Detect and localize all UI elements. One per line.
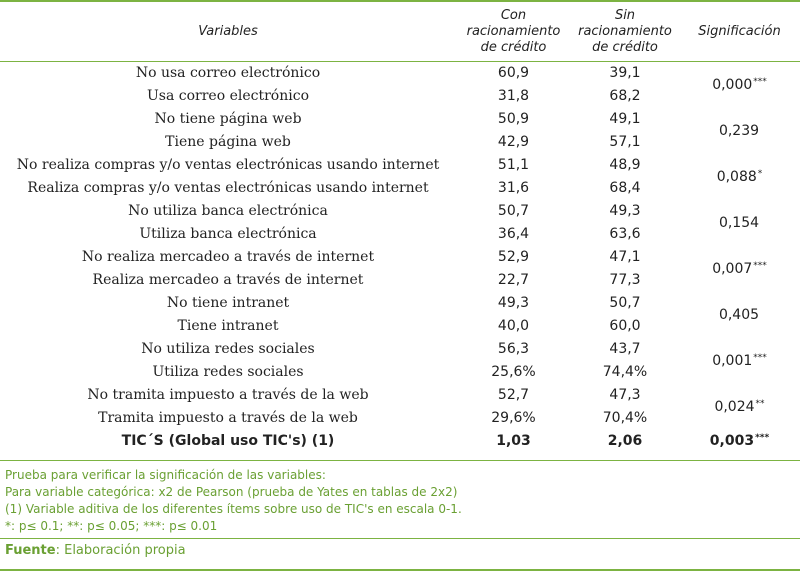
table-row [0,246,800,269]
total-significance-number: 0,003 [709,433,755,449]
variable-label: No tiene página web [154,111,302,127]
sin-racionamiento-value: 70,4% [602,410,648,426]
con-racionamiento-value: 36,4 [497,226,530,242]
sin-racionamiento-value: 60,0 [609,318,641,334]
con-racionamiento-value: 22,7 [497,272,530,288]
sin-racionamiento-value: 43,7 [609,341,641,357]
significance-value [679,62,800,109]
source-label: Fuente [5,543,56,558]
table-row [0,62,800,86]
significance-value [679,200,800,246]
con-racionamiento-value: 50,7 [497,203,530,219]
sin-racionamiento-value: 74,4% [602,364,648,380]
header-significacion: Significación [698,23,781,39]
significance-number: 0,154 [718,214,760,231]
header-con-racionamiento: Con racionamiento de crédito [466,7,561,55]
variable-label: No tiene intranet [166,295,290,311]
significance-value [679,108,800,154]
sin-racionamiento-value: 48,9 [609,157,641,173]
sin-racionamiento-value: 47,3 [609,387,641,403]
significance-value [679,292,800,338]
con-racionamiento-value: 25,6% [491,364,536,380]
significance-stars: * [757,168,763,179]
sin-racionamiento-value: 47,1 [609,249,641,265]
total-con-value: 1,03 [496,433,531,449]
con-racionamiento-value: 31,6 [497,180,530,196]
con-racionamiento-value: 56,3 [497,341,530,357]
variable-label: Tramita impuesto a través de la web [98,410,358,426]
variable-label: No usa correo electrónico [135,65,321,81]
significance-number: 0,001 [712,352,753,369]
con-racionamiento-value: 31,8 [497,88,530,104]
total-sin-value: 2,06 [607,433,643,449]
variable-label: Usa correo electrónico [147,88,309,104]
source-line [5,543,186,558]
significance-number: 0,088 [716,168,757,185]
table-row [0,384,800,407]
header-row [0,2,800,62]
sin-racionamiento-value: 77,3 [609,272,641,288]
variable-label: No tramita impuesto a través de la web [87,387,369,403]
table-row [0,108,800,131]
total-row [0,430,800,453]
significance-value [679,338,800,384]
total-significance [679,430,800,453]
con-racionamiento-value: 52,7 [497,387,530,403]
note-line: *: p≤ 0.1; **: p≤ 0.05; ***: p≤ 0.01 [5,519,218,533]
significance-value [679,246,800,292]
significance-value [679,154,800,200]
con-racionamiento-value: 29,6% [491,410,536,426]
total-significance-stars: *** [755,433,770,443]
note-line: (1) Variable aditiva de los diferentes ítems sobre uso de TIC's en escala 0-1. [5,502,462,516]
sin-racionamiento-value: 39,1 [609,65,641,81]
variable-label: Utiliza redes sociales [152,364,304,380]
table-row [0,292,800,315]
table-notes [5,467,462,535]
note-line: Para variable categórica: x2 de Pearson (prueba de Yates en tablas de 2x2) [5,485,458,499]
significance-number: 0,024 [714,398,755,415]
sin-racionamiento-value: 49,3 [609,203,641,219]
header-sin-racionamiento: Sin racionamiento de crédito [578,7,672,55]
significance-value [679,384,800,430]
sin-racionamiento-value: 63,6 [609,226,641,242]
significance-stars: *** [753,76,767,87]
total-label: TIC´S (Global uso TIC's) (1) [121,433,335,449]
variable-label: Realiza mercadeo a través de internet [92,272,364,288]
sin-racionamiento-value: 50,7 [609,295,641,311]
table-body [0,62,800,454]
significance-number: 0,239 [718,122,760,139]
con-racionamiento-value: 50,9 [497,111,530,127]
significance-stars: ** [755,398,765,409]
source-text: : Elaboración propia [55,543,186,558]
sin-racionamiento-value: 68,2 [609,88,641,104]
sin-racionamiento-value: 68,4 [609,180,641,196]
con-racionamiento-value: 60,9 [497,65,530,81]
variable-label: Utiliza banca electrónica [139,226,317,242]
variable-label: Realiza compras y/o ventas electrónicas usando internet [27,180,429,196]
significance-stars: *** [753,352,767,363]
table-row [0,154,800,177]
note-line: Prueba para verificar la significación de las variables: [5,468,326,482]
table-row [0,200,800,223]
significance-number: 0,007 [712,260,753,277]
con-racionamiento-value: 49,3 [497,295,530,311]
con-racionamiento-value: 40,0 [497,318,530,334]
significance-number: 0,405 [718,306,760,323]
con-racionamiento-value: 42,9 [497,134,530,150]
variable-label: No realiza compras y/o ventas electrónicas usando internet [16,157,440,173]
header-variables: Variables [198,23,258,39]
sin-racionamiento-value: 49,1 [609,111,641,127]
significance-stars: *** [753,260,767,271]
significance-number: 0,000 [712,76,753,93]
sin-racionamiento-value: 57,1 [609,134,641,150]
variable-label: Tiene página web [165,134,291,150]
variable-label: No realiza mercadeo a través de internet [81,249,375,265]
table-bottom-rule [0,460,800,461]
con-racionamiento-value: 51,1 [497,157,530,173]
variable-label: No utiliza redes sociales [141,341,315,357]
table-row [0,338,800,361]
notes-rule [0,538,800,539]
variable-label: No utiliza banca electrónica [128,203,328,219]
results-table [0,2,800,453]
con-racionamiento-value: 52,9 [497,249,530,265]
variable-label: Tiene intranet [177,318,279,334]
